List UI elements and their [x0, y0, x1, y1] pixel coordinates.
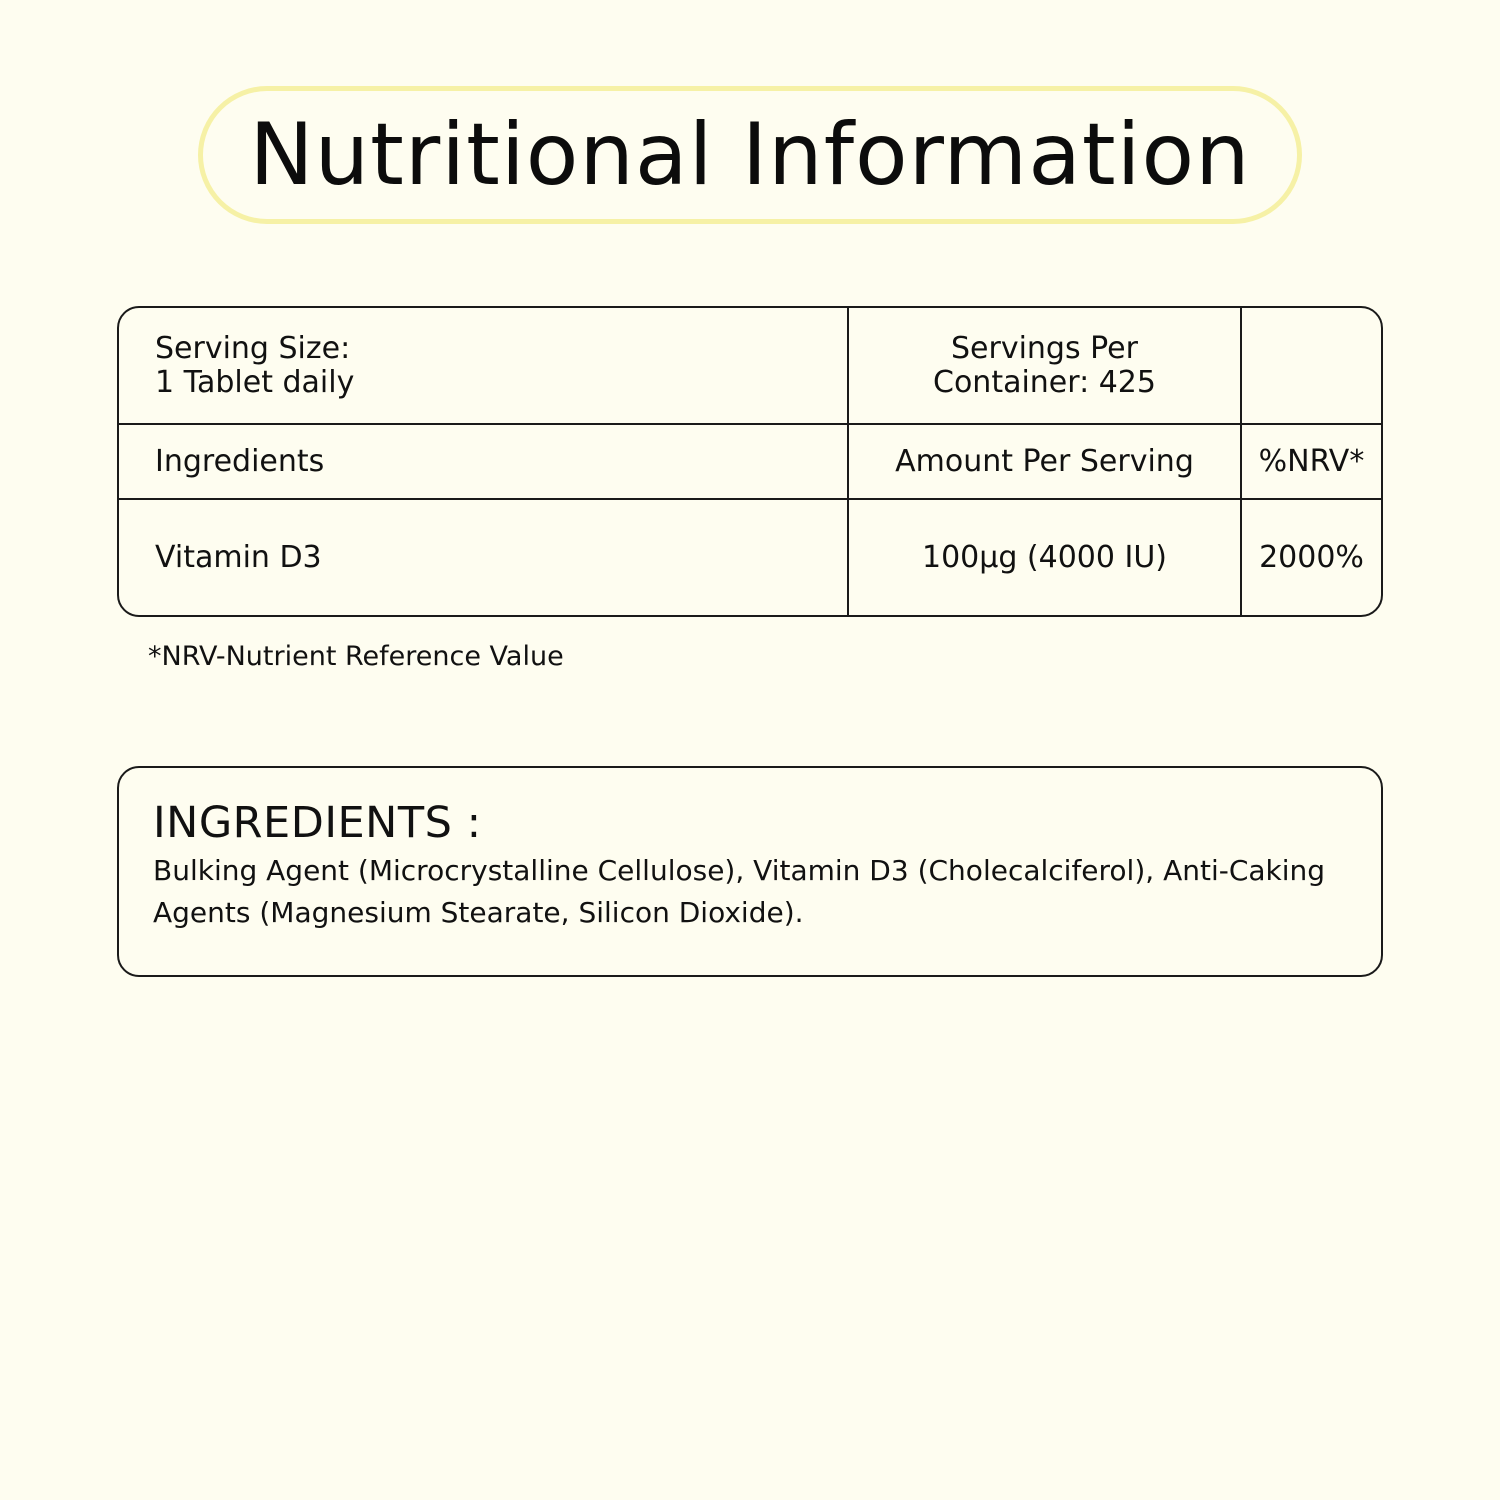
title-banner — [198, 86, 1302, 224]
servings-per-label: Servings Per — [951, 330, 1138, 366]
servings-per-container-cell — [849, 308, 1242, 425]
empty-header-cell — [1242, 308, 1381, 425]
servings-per-value: Container: 425 — [933, 364, 1156, 400]
serving-size-cell — [119, 308, 849, 425]
amount-column-header: Amount Per Serving — [849, 425, 1242, 500]
ingredients-panel — [117, 766, 1383, 977]
nrv-footnote: *NRV-Nutrient Reference Value — [148, 641, 564, 672]
row-nrv: 2000% — [1259, 539, 1364, 575]
nrv-column-header: %NRV* — [1242, 425, 1381, 500]
row-amount: 100µg (4000 IU) — [849, 500, 1242, 615]
ingredients-heading: INGREDIENTS : — [153, 798, 482, 848]
ingredients-list: Bulking Agent (Microcrystalline Cellulose), Vitamin D3 (Cholecalciferol), Anti-Caking Agents (Magnesium Stearate, Silicon Dioxide). — [153, 854, 1326, 929]
serving-size-value: 1 Tablet daily — [155, 364, 355, 400]
nutrition-table — [117, 306, 1383, 617]
page-title: Nutritional Information — [249, 105, 1251, 205]
row-ingredient: Vitamin D3 — [119, 500, 849, 615]
serving-size-label: Serving Size: — [155, 330, 351, 366]
ingredients-column-header: Ingredients — [119, 425, 849, 500]
